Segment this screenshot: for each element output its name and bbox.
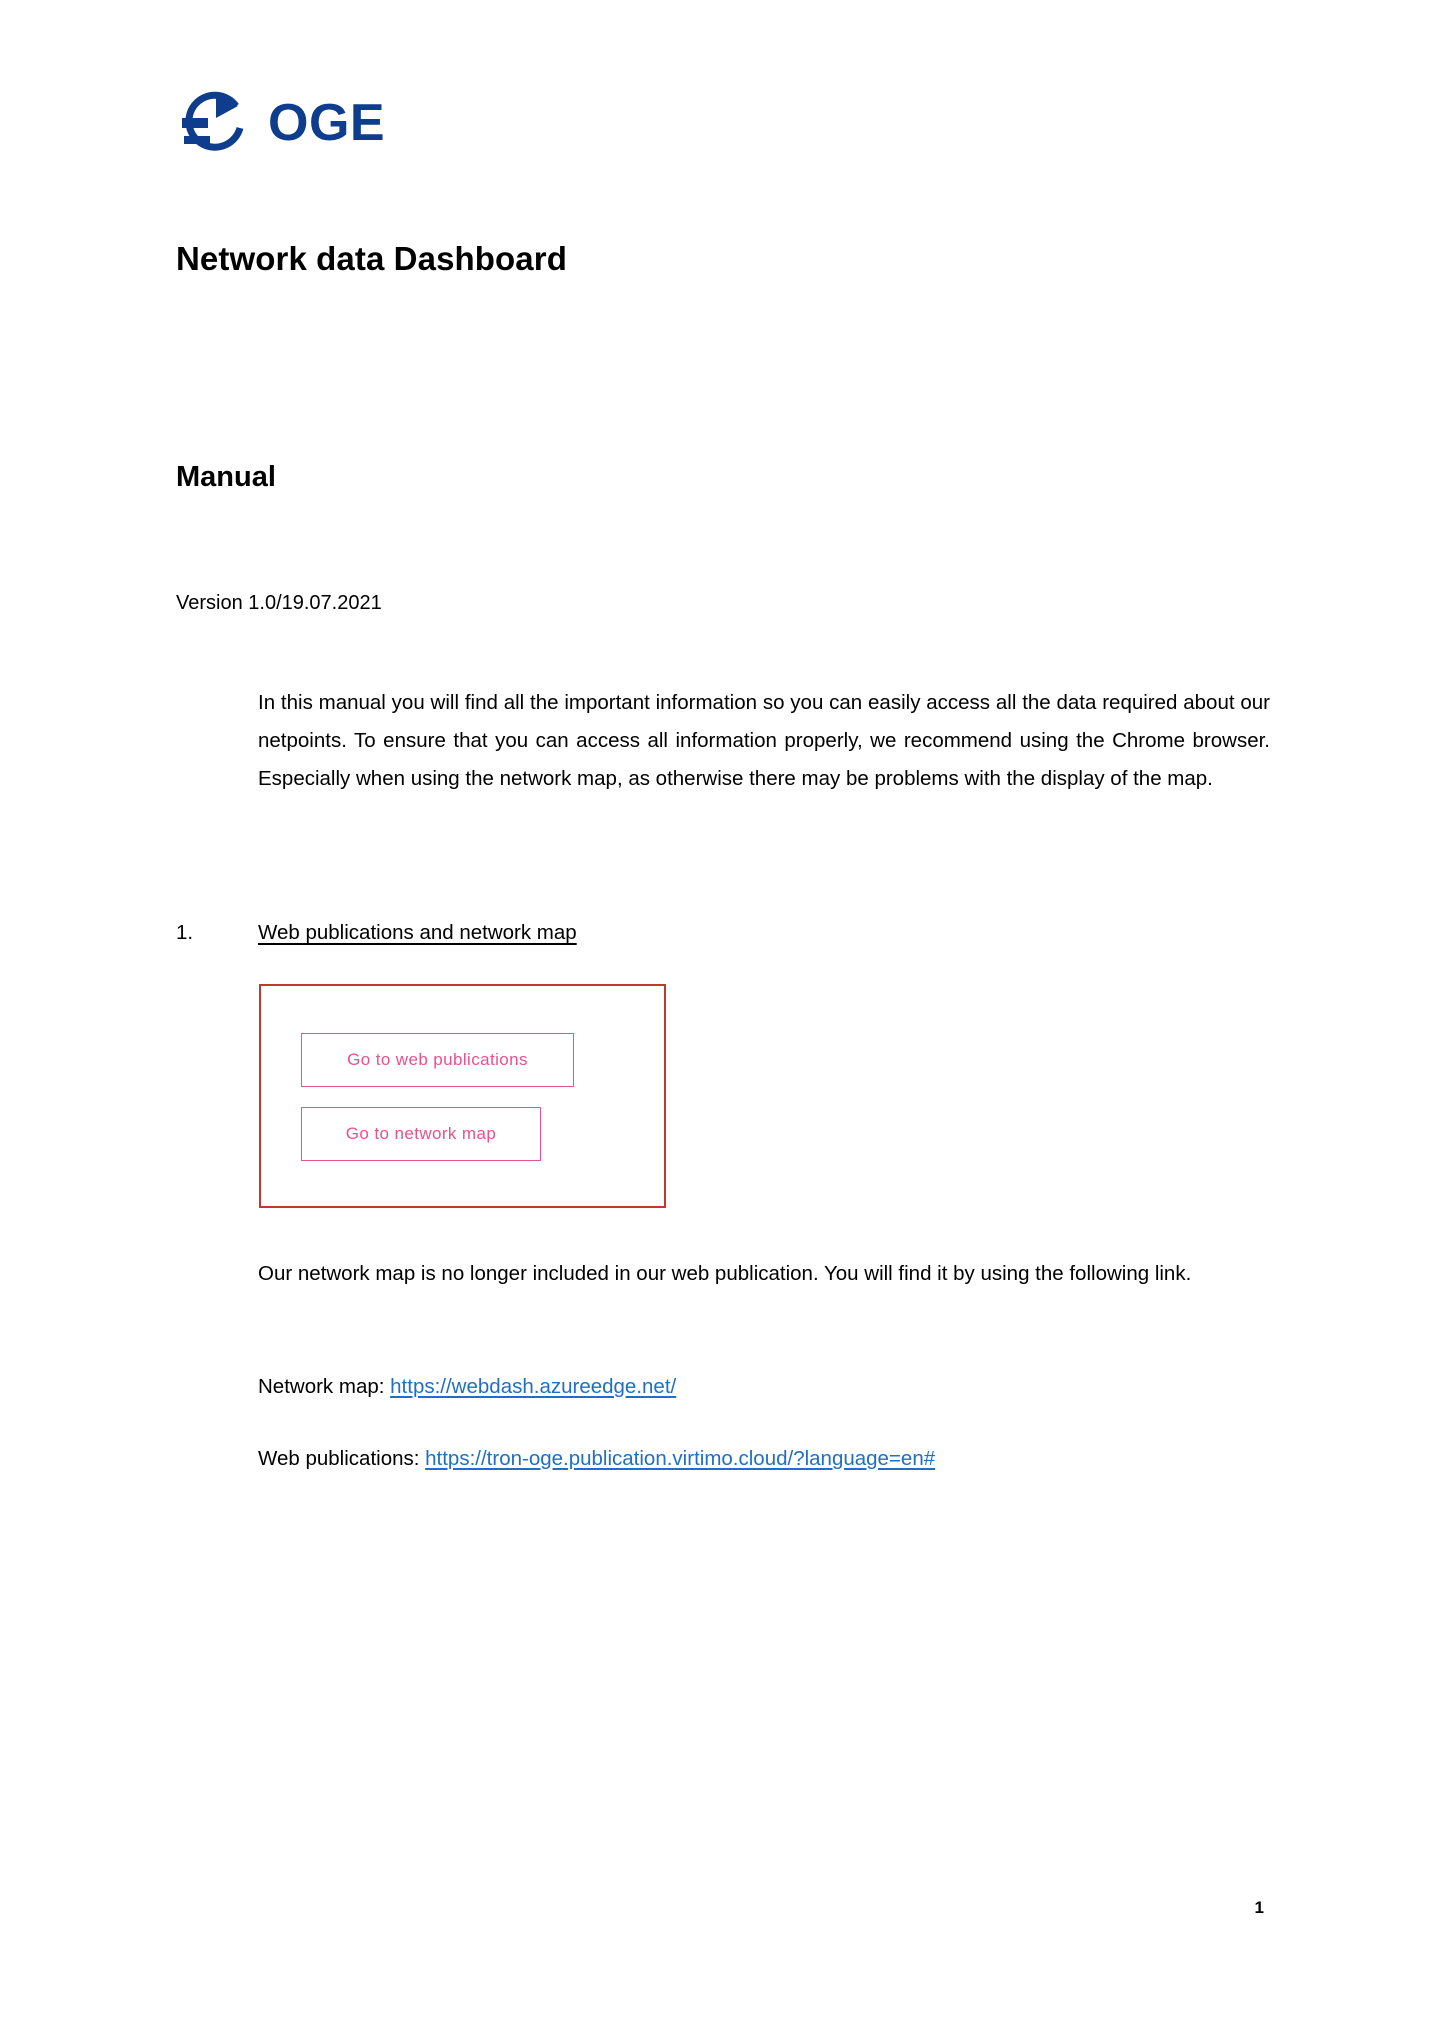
page-title: Network data Dashboard	[176, 240, 567, 277]
section-number: 1.	[176, 921, 194, 944]
intro-paragraph: In this manual you will find all the important information so you can easily access all the data required about our netpoints. To ensure that you can access all information properly, we recommend using the Chrome browser. Especially when using the network map, as otherwise there may be problems with the display of the map.	[258, 691, 1270, 790]
go-to-network-map-button[interactable]: Go to network map	[301, 1107, 541, 1161]
network-map-note: Our network map is no longer included in our web publication. You will find it by using the following link.	[258, 1262, 1192, 1285]
network-map-label: Network map:	[258, 1375, 391, 1398]
web-publications-line	[258, 1440, 1238, 1478]
oge-circular-arrow-logo-icon	[176, 88, 254, 158]
section-heading: Web publications and network map	[258, 921, 577, 944]
oge-logo-text: OGE	[268, 94, 386, 152]
document-version: Version 1.0/19.07.2021	[176, 592, 382, 614]
go-to-web-publications-button[interactable]: Go to web publications	[301, 1033, 574, 1087]
network-map-link[interactable]: https://webdash.azureedge.net/	[390, 1375, 677, 1398]
oge-logo	[176, 88, 385, 158]
network-map-line	[258, 1368, 1238, 1406]
web-publications-link[interactable]: https://tron-oge.publication.virtimo.cloud/?language=en#	[425, 1447, 936, 1470]
document-subtitle: Manual	[176, 461, 276, 493]
page-number: 1	[1254, 1898, 1264, 1917]
screenshot-figure	[259, 984, 666, 1208]
web-publications-label: Web publications:	[258, 1447, 426, 1470]
